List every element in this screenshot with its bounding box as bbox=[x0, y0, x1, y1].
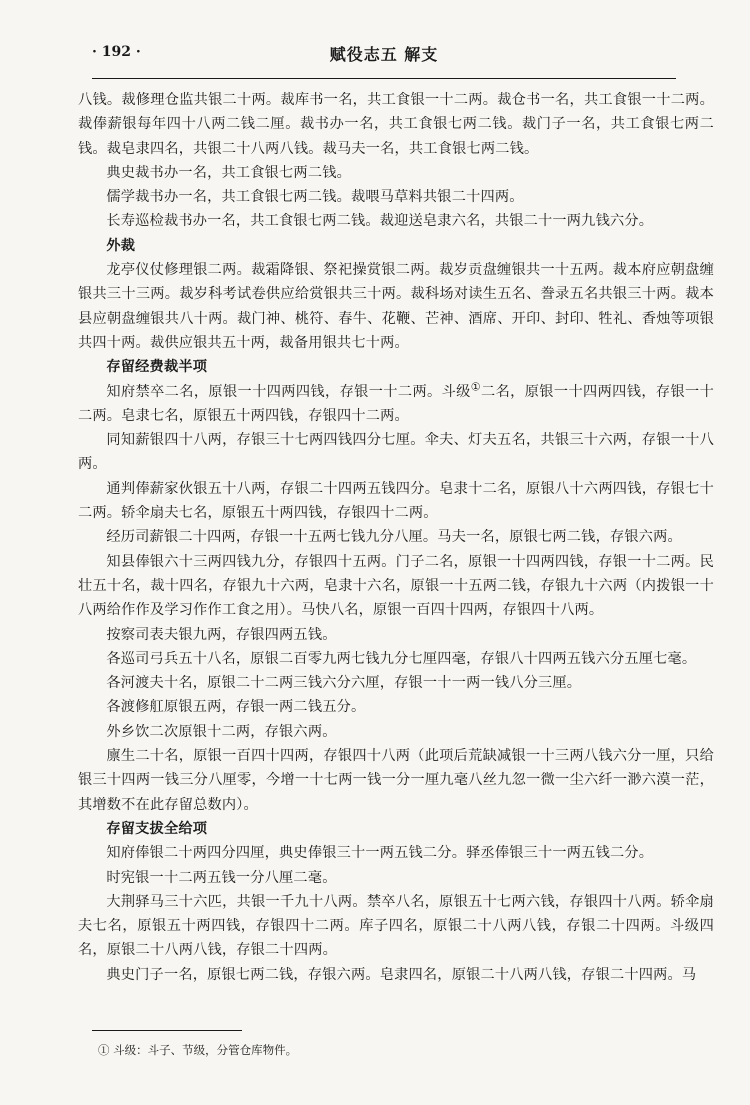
page-number: · 192 · bbox=[92, 44, 141, 60]
page-header bbox=[92, 40, 676, 79]
paragraph-text: 各巡司弓兵五十八名，原银二百零九两七钱九分七厘四毫，存银八十四两五钱六分五厘七毫。 bbox=[106, 650, 697, 667]
paragraph-text: 存留支拔全给项 bbox=[106, 820, 208, 837]
paragraph bbox=[78, 525, 714, 549]
paragraph bbox=[78, 185, 714, 209]
paragraph-text: 知府禁卒二名，原银一十四两四钱，存银一十二两。斗级 bbox=[106, 383, 471, 400]
paragraph-text: 时宪银一十二两五钱一分八厘二毫。 bbox=[106, 869, 337, 886]
paragraph bbox=[78, 841, 714, 865]
paragraph bbox=[78, 866, 714, 890]
paragraph-text: 八钱。裁修理仓监共银二十两。裁库书一名，共工食银一十二两。裁仓书一名，共工食银一十二两。裁俸薪银每年四十八两二钱二厘。裁书办一名，共工食银七两二钱。裁门子一名，共工食银七两二钱。裁皂隶四名，共银二十八两八钱。裁马夫一名，共工食银七两二钱。 bbox=[78, 92, 714, 157]
paragraph-text: 典史门子一名，原银七两二钱，存银六两。皂隶四名，原银二十八两八钱，存银二十四两。马 bbox=[106, 966, 697, 983]
footnote-divider bbox=[92, 1030, 242, 1031]
paragraph-text: 按察司表夫银九两，存银四两五钱。 bbox=[106, 626, 337, 643]
paragraph bbox=[78, 88, 714, 161]
paragraph-text: 二名，原银一十四两四钱，存银一十二两。皂隶七名，原银五十两四钱，存银四十二两。 bbox=[78, 383, 714, 424]
paragraph-text: 外乡饮二次原银十二两，存银六两。 bbox=[106, 723, 337, 740]
footnote-text: 斗级：斗子、节级，分管仓库物件。 bbox=[113, 1043, 298, 1057]
section-heading bbox=[78, 234, 714, 258]
paragraph bbox=[78, 890, 714, 963]
paragraph-text: 各河渡夫十名，原银二十二两三钱六分六厘，存银一十一两一钱八分三厘。 bbox=[106, 675, 582, 692]
paragraph bbox=[78, 744, 714, 817]
paragraph bbox=[78, 209, 714, 233]
paragraph-text: 经历司薪银二十四两，存银一十五两七钱九分八厘。马夫一名，原银七两二钱，存银六两。 bbox=[106, 529, 682, 546]
paragraph-text: 大荆驿马三十六匹，共银一千九十八两。禁卒八名，原银五十七两六钱，存银四十八两。轿伞扇夫七名，原银五十两四钱，存银四十二两。库子四名，原银二十八两八钱，存银二十四两。斗级四名，原银二十八两八钱，存银二十四两。 bbox=[78, 893, 714, 959]
paragraph-text: 典史裁书办一名，共工食银七两二钱。 bbox=[106, 164, 351, 181]
footnote-reference: ① bbox=[470, 379, 481, 393]
paragraph bbox=[78, 720, 714, 744]
paragraph bbox=[78, 695, 714, 719]
paragraph-text: 通判俸薪家伙银五十八两，存银二十四两五钱四分。皂隶十二名，原银八十六两四钱，存银七十二两。轿伞扇夫七名，原银五十两四钱，存银四十二两。 bbox=[78, 480, 714, 522]
paragraph bbox=[78, 623, 714, 647]
paragraph bbox=[78, 477, 714, 526]
paragraph bbox=[78, 380, 714, 429]
body-text bbox=[78, 88, 714, 987]
paragraph bbox=[78, 671, 714, 695]
paragraph bbox=[78, 647, 714, 671]
running-title: 赋役志五 解支 bbox=[329, 45, 439, 64]
footnote bbox=[98, 1042, 658, 1058]
paragraph bbox=[78, 428, 714, 477]
paragraph-text: 同知薪银四十八两，存银三十七两四钱四分七厘。伞夫、灯夫五名，共银三十六两，存银一十八两。 bbox=[78, 432, 714, 473]
paragraph bbox=[78, 258, 714, 355]
section-heading bbox=[78, 355, 714, 379]
footnote-mark: ① bbox=[98, 1043, 110, 1057]
paragraph-text: 外裁 bbox=[106, 237, 136, 254]
section-heading bbox=[78, 817, 714, 841]
paragraph-text: 存留经费裁半项 bbox=[106, 359, 208, 376]
paragraph-text: 知县俸银六十三两四钱九分，存银四十五两。门子二名，原银一十四两四钱，存银一十二两。民壮五十名，裁十四名，存银九十六两，皂隶十六名，原银一十五两二钱，存银九十六两（内拨银一十八两给作作及学习作作工食之用）。马快八名，原银一百四十四两，存银四十八两。 bbox=[78, 553, 714, 619]
paragraph-text: 各渡修舡原银五两，存银一两二钱五分。 bbox=[106, 699, 366, 716]
paragraph-text: 知府俸银二十两四分四厘，典史俸银三十一两五钱二分。驿丞俸银三十一两五钱二分。 bbox=[106, 845, 654, 862]
paragraph-text: 长寿巡检裁书办一名，共工食银七两二钱。裁迎送皂隶六名，共银二十一两九钱六分。 bbox=[106, 213, 654, 230]
paragraph-text: 廪生二十名，原银一百四十四两，存银四十八两（此项后荒缺减银一十三两八钱六分一厘，只给银三十四两一钱三分八厘零，今增一十七两一钱一分一厘九毫八丝九忽一微一尘六纤一渺六漠一茫，其增数不在此存留总数内）。 bbox=[78, 748, 714, 813]
paragraph bbox=[78, 161, 714, 185]
paragraph-text: 儒学裁书办一名，共工食银七两二钱。裁喂马草料共银二十四两。 bbox=[106, 189, 524, 206]
paragraph-text: 龙亭仪仗修理银二两。裁霜降银、祭祀操赏银二两。裁岁贡盘缠银共一十五两。裁本府应朝盘缠银共三十三两。裁岁科考试卷供应给赏银共三十两。裁科场对读生五名、誊录五名共银三十两。裁本县应朝盘缠银共八十两。裁门神、桃符、春牛、花鞭、芒神、酒席、开印、封印、牲礼、香烛等项银共四十两。裁供应银共五十两，裁备用银共七十两。 bbox=[78, 262, 714, 351]
paragraph bbox=[78, 550, 714, 623]
paragraph bbox=[78, 963, 714, 987]
